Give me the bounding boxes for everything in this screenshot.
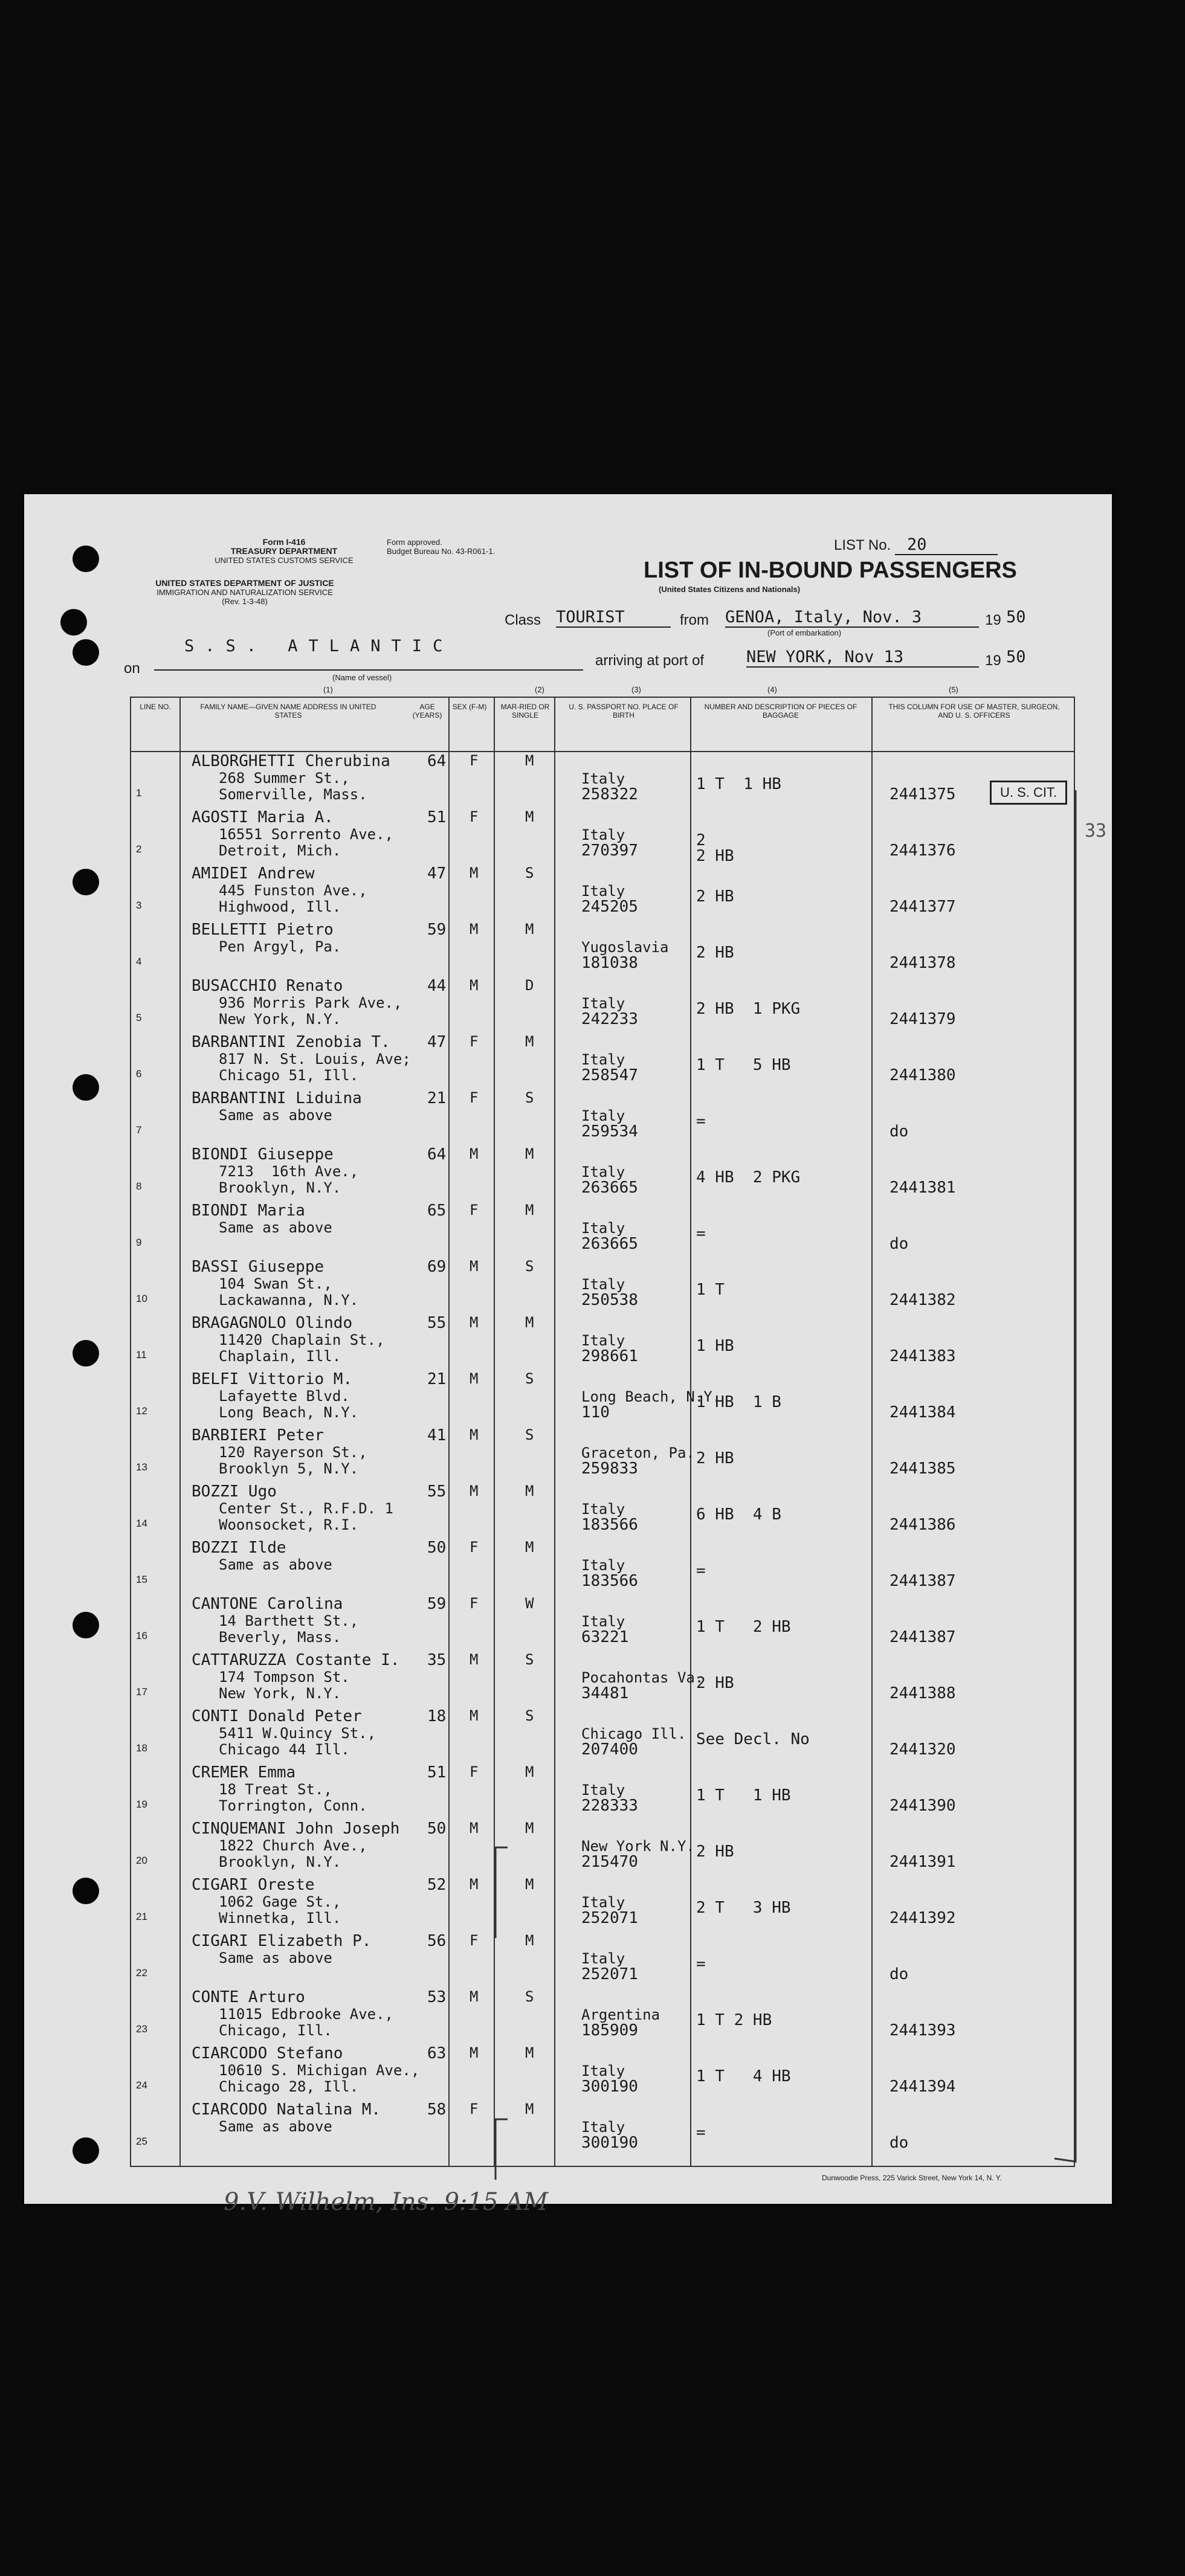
row-vnum: 2441386 (890, 1516, 956, 1534)
row-pass: 215470 (581, 1853, 638, 1871)
row-birth: Italy (581, 1332, 625, 1349)
row-sex: F (470, 1763, 479, 1780)
row-vnum: 2441377 (890, 898, 956, 916)
row-pass: 298661 (581, 1347, 638, 1365)
row-bag: 2 HB 1 PKG (696, 1000, 801, 1018)
side-mark: 33 (1085, 820, 1107, 842)
printer-imprint: Dunwoodie Press, 225 Varick Street, New York 14, N. Y. (822, 2174, 1002, 2182)
row-birth: Italy (581, 1051, 625, 1068)
col-header-age: AGE (YEARS) (412, 703, 442, 720)
row-age: 47 (427, 865, 447, 883)
row-ms: S (525, 1370, 534, 1387)
list-label: LIST No. (834, 537, 891, 553)
embarkation-value: GENOA, Italy, Nov. 3 (725, 608, 979, 628)
row-bag: 2 HB (696, 1449, 734, 1467)
row-birth: Yugoslavia (581, 939, 669, 956)
justice-dept: UNITED STATES DEPARTMENT OF JUSTICE (155, 578, 334, 588)
row-addr: 18 Treat St., Torrington, Conn. (219, 1781, 367, 1814)
customs-service: UNITED STATES CUSTOMS SERVICE (215, 556, 354, 565)
row-sex: M (470, 1426, 479, 1443)
row-addr: 11015 Edbrooke Ave., Chicago, Ill. (219, 2006, 393, 2039)
row-sex: M (470, 1820, 479, 1837)
row-name: BARBANTINI Zenobia T. (192, 1033, 390, 1051)
row-name: CIGARI Elizabeth P. (192, 1932, 372, 1950)
row-addr: Same as above (219, 1556, 332, 1573)
budget-bureau: Budget Bureau No. 43-R061-1. (387, 547, 496, 556)
row-vnum: do (890, 1122, 909, 1141)
row-ms: M (525, 921, 534, 938)
row-age: 63 (427, 2044, 447, 2062)
row-sex: F (470, 1595, 479, 1612)
row-name: CIARCODO Stefano (192, 2044, 343, 2062)
row-age: 65 (427, 1202, 447, 1220)
row-vnum: 2441390 (890, 1797, 956, 1815)
row-name: CIARCODO Natalina M. (192, 2101, 381, 2119)
row-bag: = (696, 1112, 706, 1130)
row-bag: 2 2 HB (696, 831, 734, 865)
row-bag: 1 T (696, 1281, 725, 1299)
col-header-name: FAMILY NAME—GIVEN NAME ADDRESS IN UNITED STATES (200, 703, 376, 720)
row-addr: Pen Argyl, Pa. (219, 938, 341, 955)
row-pass: 263665 (581, 1179, 638, 1197)
row-ms: M (525, 2044, 534, 2061)
row-sex: M (470, 2044, 479, 2061)
form-number: Form I-416 (262, 537, 306, 547)
row-addr: 14 Barthett St., Beverly, Mass. (219, 1612, 359, 1646)
row-addr: 174 Tompson St. New York, N.Y. (219, 1669, 350, 1702)
row-vnum: 2441393 (890, 2021, 956, 2040)
row-birth: Italy (581, 1557, 625, 1574)
manifest-sheet (24, 494, 1112, 2204)
row-bag: 2 HB (696, 1843, 734, 1861)
row-bag: = (696, 2124, 706, 2142)
row-vnum: 2441376 (890, 842, 956, 860)
row-age: 53 (427, 1988, 447, 2006)
row-age: 55 (427, 1314, 447, 1332)
row-name: BELLETTI Pietro (192, 921, 334, 939)
col-header-line: LINE NO. (140, 703, 171, 711)
page-title: LIST OF IN-BOUND PASSENGERS (644, 558, 1017, 583)
arriving-label: arriving at port of (595, 652, 705, 669)
row-line: 4 (136, 956, 142, 967)
row-pass: 183566 (581, 1572, 638, 1590)
row-vnum: do (890, 2134, 909, 2152)
row-name: BIONDI Giuseppe (192, 1145, 334, 1164)
row-birth: Pocahontas Va. (581, 1669, 704, 1686)
row-pass: 185909 (581, 2021, 638, 2040)
row-ms: M (525, 1876, 534, 1893)
row-ms: M (525, 2101, 534, 2117)
row-name: CINQUEMANI John Joseph (192, 1820, 400, 1838)
row-addr: 445 Funston Ave., Highwood, Ill. (219, 882, 367, 915)
row-name: BARBIERI Peter (192, 1426, 325, 1444)
row-addr: 936 Morris Park Ave., New York, N.Y. (219, 994, 402, 1028)
row-name: BRAGAGNOLO Olindo (192, 1314, 353, 1332)
row-sex: M (470, 921, 479, 938)
row-name: BELFI Vittorio M. (192, 1370, 353, 1388)
arrival-value: NEW YORK, Nov 13 (746, 648, 979, 668)
row-bag: = (696, 1225, 706, 1243)
row-ms: M (525, 808, 534, 825)
row-age: 59 (427, 921, 447, 939)
row-bag: 2 HB (696, 887, 734, 906)
row-addr: Center St., R.F.D. 1 Woonsocket, R.I. (219, 1500, 393, 1533)
row-addr: 1822 Church Ave., Brooklyn, N.Y. (219, 1837, 367, 1870)
row-name: BUSACCHIO Renato (192, 977, 343, 995)
row-pass: 207400 (581, 1740, 638, 1759)
row-addr: 16551 Sorrento Ave., Detroit, Mich. (219, 826, 393, 859)
row-vnum: 2441391 (890, 1853, 956, 1871)
row-pass: 270397 (581, 842, 638, 860)
row-birth: New York N.Y. (581, 1838, 695, 1855)
row-pass: 263665 (581, 1235, 638, 1253)
hand-markings (24, 494, 1112, 2204)
row-age: 21 (427, 1089, 447, 1107)
row-vnum: 2441387 (890, 1628, 956, 1646)
row-sex: M (470, 1988, 479, 2005)
row-addr: 104 Swan St., Lackawanna, N.Y. (219, 1275, 359, 1309)
row-sex: M (470, 865, 479, 881)
row-pass: 259833 (581, 1460, 638, 1478)
row-bag: 2 HB (696, 944, 734, 962)
row-addr: 10610 S. Michigan Ave., Chicago 28, Ill. (219, 2062, 420, 2095)
row-birth: Argentina (581, 2006, 660, 2023)
row-ms: S (525, 865, 534, 881)
page-subtitle: (United States Citizens and Nationals) (659, 585, 801, 594)
year-suffix-2: 50 (1006, 648, 1026, 666)
row-pass: 34481 (581, 1684, 629, 1702)
vessel-caption: (Name of vessel) (332, 673, 392, 682)
row-sex: M (470, 1145, 479, 1162)
list-number: 20 (895, 535, 998, 555)
row-vnum: 2441382 (890, 1291, 956, 1309)
row-pass: 245205 (581, 898, 638, 916)
row-line: 9 (136, 1237, 142, 1248)
ins-label: IMMIGRATION AND NATURALIZATION SERVICE (157, 588, 333, 597)
row-bag: 2 T 3 HB (696, 1899, 791, 1917)
row-line: 13 (136, 1461, 147, 1473)
row-vnum: 2441394 (890, 2078, 956, 2096)
row-bag: 4 HB 2 PKG (696, 1168, 801, 1187)
row-name: AMIDEI Andrew (192, 865, 315, 883)
row-birth: Italy (581, 770, 625, 787)
row-age: 21 (427, 1370, 447, 1388)
row-name: CANTONE Carolina (192, 1595, 343, 1613)
row-addr: 11420 Chaplain St., Chaplain, Ill. (219, 1331, 385, 1365)
row-ms: W (525, 1595, 534, 1612)
row-name: BARBANTINI Liduina (192, 1089, 362, 1107)
row-bag: 1 HB (696, 1337, 734, 1355)
row-vnum: 2441320 (890, 1740, 956, 1759)
row-line: 3 (136, 900, 142, 911)
row-ms: S (525, 1089, 534, 1106)
row-line: 5 (136, 1012, 142, 1023)
from-label: from (680, 612, 709, 628)
row-sex: M (470, 1314, 479, 1331)
row-sex: M (470, 1651, 479, 1668)
row-line: 8 (136, 1180, 142, 1192)
row-vnum: do (890, 1235, 909, 1253)
row-birth: Italy (581, 1164, 625, 1180)
row-age: 50 (427, 1539, 447, 1557)
row-birth: Italy (581, 1782, 625, 1798)
row-pass: 252071 (581, 1965, 638, 1983)
citizen-bracket-line (1054, 790, 1076, 2162)
col-header-passport: U. S. PASSPORT NO. PLACE OF BIRTH (569, 703, 679, 720)
row-line: 1 (136, 787, 142, 799)
row-age: 52 (427, 1876, 447, 1894)
row-pass: 183566 (581, 1516, 638, 1534)
bracket-mark (496, 1847, 508, 1938)
row-vnum: 2441387 (890, 1572, 956, 1590)
row-birth: Italy (581, 1950, 625, 1967)
row-addr: 268 Summer St., Somerville, Mass. (219, 770, 367, 803)
row-sex: F (470, 1539, 479, 1556)
row-line: 23 (136, 2023, 147, 2035)
row-age: 64 (427, 752, 447, 770)
row-line: 7 (136, 1124, 142, 1136)
treasury-dept: TREASURY DEPARTMENT (230, 546, 338, 556)
row-ms: M (525, 1145, 534, 1162)
row-name: CATTARUZZA Costante I. (192, 1651, 400, 1669)
row-ms: S (525, 1988, 534, 2005)
row-vnum: 2441384 (890, 1403, 956, 1422)
row-addr: Lafayette Blvd. Long Beach, N.Y. (219, 1388, 359, 1421)
on-label: on (124, 660, 140, 677)
col-number-5: (5) (949, 685, 958, 694)
row-vnum: 2441381 (890, 1179, 956, 1197)
row-addr: 1062 Gage St., Winnetka, Ill. (219, 1893, 341, 1927)
class-label: Class (505, 612, 541, 628)
row-vnum: 2441385 (890, 1460, 956, 1478)
row-line: 2 (136, 843, 142, 855)
row-age: 59 (427, 1595, 447, 1613)
row-age: 69 (427, 1258, 447, 1276)
row-sex: M (470, 1707, 479, 1724)
row-age: 64 (427, 1145, 447, 1164)
year-prefix: 19 (985, 612, 1001, 628)
row-pass: 63221 (581, 1628, 629, 1646)
row-sex: M (470, 977, 479, 994)
row-birth: Italy (581, 826, 625, 843)
row-bag: 1 T 1 HB (696, 1786, 791, 1805)
col-header-sex: SEX (F-M) (452, 703, 487, 711)
row-pass: 300190 (581, 2078, 638, 2096)
row-sex: M (470, 1370, 479, 1387)
row-name: AGOSTI Maria A. (192, 808, 334, 826)
row-ms: S (525, 1651, 534, 1668)
row-birth: Italy (581, 1613, 625, 1630)
row-bag: 1 T 2 HB (696, 1618, 791, 1636)
row-ms: M (525, 1033, 534, 1050)
row-ms: D (525, 977, 534, 994)
row-ms: M (525, 1539, 534, 1556)
row-bag: 6 HB 4 B (696, 1505, 781, 1524)
year-prefix-2: 19 (985, 652, 1001, 669)
row-birth: Italy (581, 1501, 625, 1518)
row-name: CIGARI Oreste (192, 1876, 315, 1894)
row-ms: M (525, 1483, 534, 1499)
row-birth: Italy (581, 2119, 625, 2136)
year-suffix: 50 (1006, 608, 1026, 626)
row-vnum: 2441380 (890, 1066, 956, 1084)
bracket-mark (496, 2119, 508, 2180)
row-sex: F (470, 1033, 479, 1050)
us-citizen-stamp: U. S. CIT. (990, 781, 1067, 805)
row-sex: M (470, 1876, 479, 1893)
row-bag: = (696, 1955, 706, 1973)
col-number-1: (1) (323, 685, 333, 694)
row-line: 21 (136, 1911, 147, 1922)
row-sex: F (470, 2101, 479, 2117)
row-age: 56 (427, 1932, 447, 1950)
row-birth: Italy (581, 995, 625, 1012)
row-line: 11 (136, 1349, 147, 1360)
row-name: CONTI Donald Peter (192, 1707, 362, 1725)
row-birth: Graceton, Pa. (581, 1444, 695, 1461)
row-bag: 1 T 5 HB (696, 1056, 791, 1074)
row-addr: 5411 W.Quincy St., Chicago 44 Ill. (219, 1725, 376, 1758)
row-age: 35 (427, 1651, 447, 1669)
row-line: 10 (136, 1293, 147, 1304)
row-age: 58 (427, 2101, 447, 2119)
row-pass: 252071 (581, 1909, 638, 1927)
row-ms: M (525, 1763, 534, 1780)
row-sex: F (470, 752, 479, 769)
col-number-4: (4) (767, 685, 777, 694)
row-name: BOZZI Ugo (192, 1483, 277, 1501)
row-birth: Italy (581, 1220, 625, 1237)
row-addr: Same as above (219, 1950, 332, 1966)
class-value: TOURIST (556, 608, 671, 628)
row-line: 16 (136, 1630, 147, 1641)
inspector-signature: 9.V. Wilhelm, Ins. 9:15 AM (224, 2188, 548, 2216)
row-birth: Italy (581, 1894, 625, 1911)
row-age: 47 (427, 1033, 447, 1051)
row-name: ALBORGHETTI Cherubina (192, 752, 390, 770)
row-pass: 300190 (581, 2134, 638, 2152)
col-number-3: (3) (631, 685, 641, 694)
row-sex: F (470, 808, 479, 825)
row-age: 55 (427, 1483, 447, 1501)
row-bag: = (696, 1562, 706, 1580)
row-birth: Italy (581, 1276, 625, 1293)
row-vnum: 2441378 (890, 954, 956, 972)
row-name: BIONDI Maria (192, 1202, 305, 1220)
row-name: BASSI Giuseppe (192, 1258, 325, 1276)
row-pass: 228333 (581, 1797, 638, 1815)
row-pass: 242233 (581, 1010, 638, 1028)
row-line: 6 (136, 1068, 142, 1080)
col-header-married: MAR-RIED OR SINGLE (500, 703, 550, 720)
row-line: 18 (136, 1742, 147, 1754)
row-ms: M (525, 1932, 534, 1949)
revision: (Rev. 1-3-48) (222, 597, 268, 606)
row-line: 22 (136, 1967, 147, 1979)
row-sex: F (470, 1089, 479, 1106)
row-sex: M (470, 1483, 479, 1499)
row-pass: 258547 (581, 1066, 638, 1084)
row-age: 51 (427, 808, 447, 826)
row-name: BOZZI Ilde (192, 1539, 286, 1557)
row-vnum: do (890, 1965, 909, 1983)
row-birth: Italy (581, 2062, 625, 2079)
row-line: 25 (136, 2136, 147, 2147)
row-pass: 258322 (581, 785, 638, 803)
row-ms: M (525, 1314, 534, 1331)
row-line: 19 (136, 1798, 147, 1810)
row-birth: Chicago Ill. (581, 1725, 686, 1742)
row-ms: M (525, 1202, 534, 1219)
row-bag: 1 T 2 HB (696, 2011, 772, 2029)
row-sex: M (470, 1258, 479, 1275)
row-sex: F (470, 1202, 479, 1219)
row-name: CREMER Emma (192, 1763, 296, 1782)
row-age: 41 (427, 1426, 447, 1444)
row-birth: Italy (581, 883, 625, 900)
row-bag: 1 T 4 HB (696, 2067, 791, 2085)
row-sex: F (470, 1932, 479, 1949)
col-header-officers: THIS COLUMN FOR USE OF MASTER, SURGEON, AND U. S. OFFICERS (888, 703, 1060, 720)
row-pass: 110 (581, 1403, 610, 1422)
row-addr: Same as above (219, 1219, 332, 1236)
row-vnum: 2441392 (890, 1909, 956, 1927)
embark-caption: (Port of embarkation) (767, 628, 842, 637)
row-line: 14 (136, 1518, 147, 1529)
row-addr: 120 Rayerson St., Brooklyn 5, N.Y. (219, 1444, 367, 1477)
row-ms: M (525, 1820, 534, 1837)
row-birth: Italy (581, 1107, 625, 1124)
col-header-baggage: NUMBER AND DESCRIPTION OF PIECES OF BAGGAGE (704, 703, 857, 720)
row-line: 20 (136, 1855, 147, 1866)
row-age: 50 (427, 1820, 447, 1838)
row-age: 51 (427, 1763, 447, 1782)
col-number-2: (2) (535, 685, 544, 694)
row-vnum: 2441379 (890, 1010, 956, 1028)
row-vnum: 2441383 (890, 1347, 956, 1365)
row-addr: Same as above (219, 2118, 332, 2135)
row-age: 44 (427, 977, 447, 995)
row-age: 18 (427, 1707, 447, 1725)
approved-label: Form approved. (387, 538, 442, 547)
row-bag: 1 T 1 HB (696, 775, 781, 793)
row-vnum: 2441375 (890, 785, 956, 803)
row-line: 24 (136, 2079, 147, 2091)
row-line: 12 (136, 1405, 147, 1417)
row-pass: 259534 (581, 1122, 638, 1141)
row-bag: See Decl. No (696, 1730, 810, 1748)
row-bag: 1 HB 1 B (696, 1393, 781, 1411)
row-addr: Same as above (219, 1107, 332, 1124)
row-line: 17 (136, 1686, 147, 1698)
row-line: 15 (136, 1574, 147, 1585)
row-pass: 250538 (581, 1291, 638, 1309)
row-ms: S (525, 1258, 534, 1275)
row-ms: M (525, 752, 534, 769)
row-addr: 7213 16th Ave., Brooklyn, N.Y. (219, 1163, 359, 1196)
vessel-name: S.S. ATLANTIC (184, 637, 454, 655)
row-vnum: 2441388 (890, 1684, 956, 1702)
row-addr: 817 N. St. Louis, Ave; Chicago 51, Ill. (219, 1051, 411, 1084)
row-name: CONTE Arturo (192, 1988, 305, 2006)
row-ms: S (525, 1707, 534, 1724)
row-birth: Long Beach, N.Y. (581, 1388, 722, 1405)
row-pass: 181038 (581, 954, 638, 972)
row-ms: S (525, 1426, 534, 1443)
row-bag: 2 HB (696, 1674, 734, 1692)
